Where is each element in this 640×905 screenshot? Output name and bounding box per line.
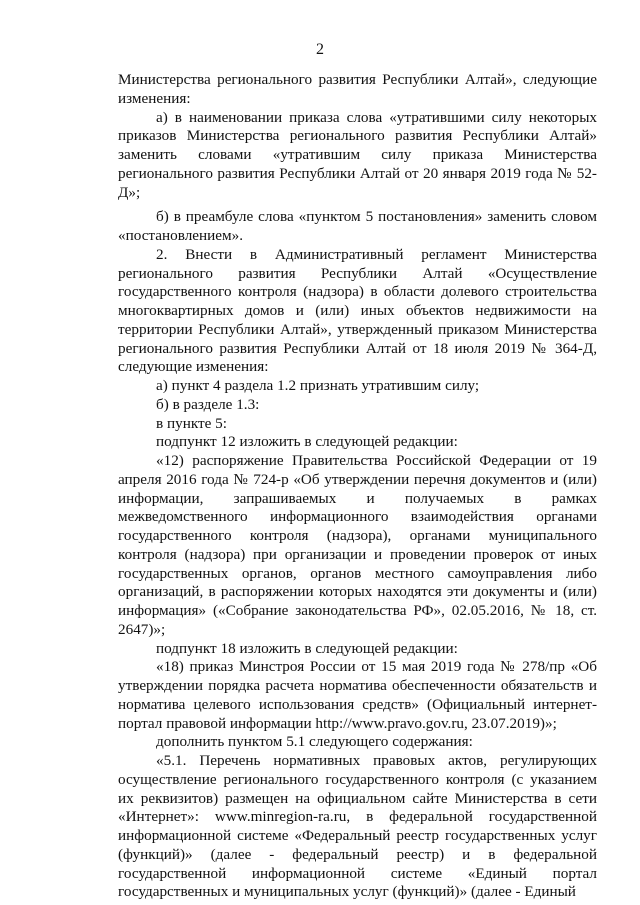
paragraph-item-a-title: а) в наименовании приказа слова «утратившими силу некоторых приказов Министерства регионального развития Республики Алтай» заменить словами «утратившим силу приказа Министерства регионального развития Республики Алтай от 20 января 2019 года № 52-Д»; xyxy=(118,108,597,201)
paragraph-point-2-a: а) пункт 4 раздела 1.2 признать утратившим силу; xyxy=(156,377,480,394)
paragraph-ministry-continuation: Министерства регионального развития Республики Алтай», следующие изменения: xyxy=(118,71,597,107)
paragraph-subclause-12-intro: подпункт 12 изложить в следующей редакции: xyxy=(156,433,458,451)
paragraph-clause-5-1-intro: дополнить пунктом 5.1 следующего содержания: xyxy=(156,733,473,751)
paragraph-point-2: 2. Внести в Административный регламент Министерства регионального развития Республики Алтай «Осуществление государственного контроля (надзора) в области долевого строительства многоквартирных домов и (или) иных объектов недвижимости на территории Республики Алтай», утвержденный приказом Министерства регионального развития Республики Алтай от 18 июля 2019 № 364-Д, следующие изменения: xyxy=(118,245,597,376)
document-body xyxy=(118,71,597,902)
paragraph-subclause-12-text: «12) распоряжение Правительства Российской Федерации от 19 апреля 2016 года № 724-р «Об утверждении перечня документов и (или) информации, запрашиваемых и получаемых в рамках межведомственного информационного взаимодействия органами государственного контроля (надзора), органами муниципального контроля (надзора) при организации и проведении проверок от иных государственных органов, органов местного самоуправления либо организаций, в распоряжении которых находятся эти документы и (или) информация» («Собрание законодательства РФ», 02.05.2016, № 18, ст. 2647)»; xyxy=(118,452,597,638)
page-number: 2 xyxy=(316,41,324,58)
paragraph-clause-5-1-text: «5.1. Перечень нормативных правовых актов, регулирующих осуществление регионального государственного контроля (с указанием их реквизитов) размещен на официальном сайте Министерства в сети «Интернет»: www.minregion-ra.ru, в федеральной государственной информационной системе «Федеральный реестр государственных услуг (функций)» (далее - федеральный реестр) и в федеральной государственной информационной системе «Единый портал государственных и муниципальных услуг (функций)» (далее - Единый xyxy=(118,752,597,901)
paragraph-subclause-18-intro: подпункт 18 изложить в следующей редакции: xyxy=(156,639,458,657)
paragraph-clause-5: в пункте 5: xyxy=(156,414,227,432)
paragraph-item-b-preamble: б) в преамбуле слова «пунктом 5 постановления» заменить словом «постановлением». xyxy=(118,208,597,244)
paragraph-point-2-b: б) в разделе 1.3: xyxy=(156,395,260,413)
paragraph-subclause-18-text: «18) приказ Минстроя России от 15 мая 2019 года № 278/пр «Об утверждении порядка расчета норматива обеспеченности обязательств и норматива целевого использования средств» (Официальный интернет-портал правовой информации http://www.pravo.gov.ru, 23.07.2019)»; xyxy=(118,658,597,732)
